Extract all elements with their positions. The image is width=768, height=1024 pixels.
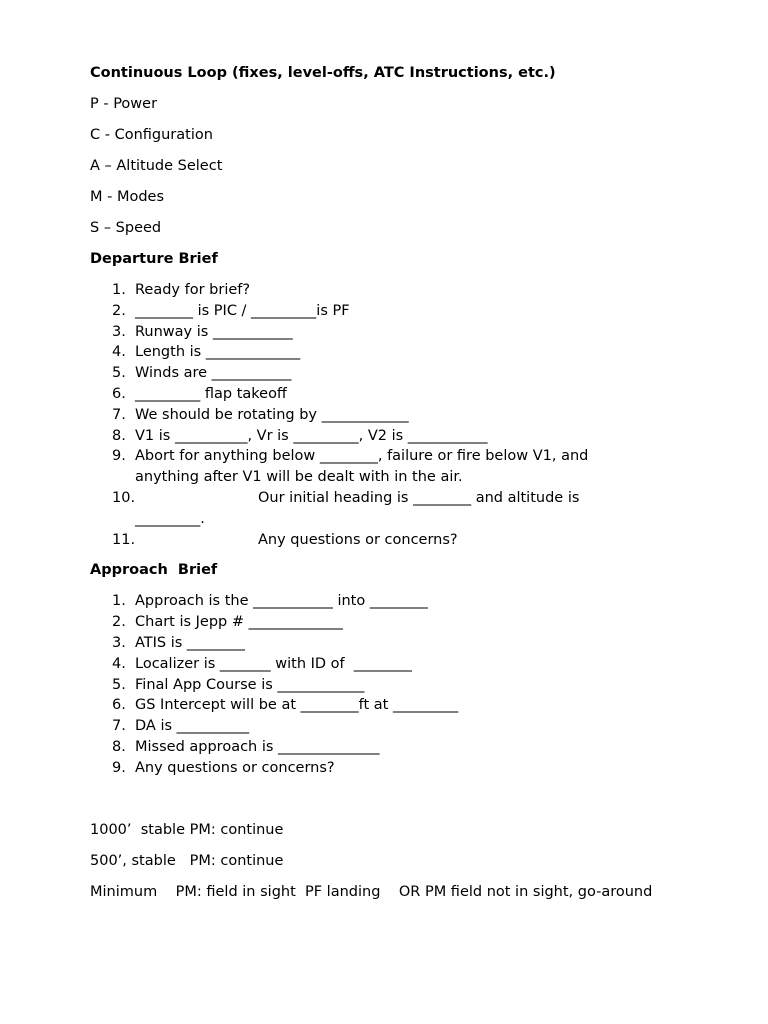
list-item bbox=[90, 488, 720, 530]
list-item bbox=[90, 384, 720, 405]
list-item bbox=[90, 342, 720, 363]
list-number: 3. bbox=[112, 323, 126, 340]
list-item bbox=[90, 654, 720, 675]
list-item bbox=[90, 405, 720, 426]
section-gap bbox=[90, 779, 720, 820]
list-item bbox=[90, 633, 720, 654]
document-page bbox=[90, 63, 720, 913]
list-number: 3. bbox=[112, 634, 126, 651]
list-number: 4. bbox=[112, 344, 126, 361]
continuous-loop-heading: Continuous Loop (fixes, level-offs, ATC Instructions, etc.) bbox=[90, 65, 556, 81]
list-number: 2. bbox=[112, 302, 126, 319]
list-text: V1 is __________, Vr is _________, V2 is ___________ bbox=[135, 427, 488, 444]
list-number: 7. bbox=[112, 718, 126, 735]
list-number: 5. bbox=[112, 365, 126, 382]
list-text: Runway is ___________ bbox=[135, 323, 293, 340]
list-text: DA is __________ bbox=[135, 718, 250, 735]
loop-item-configuration: C - Configuration bbox=[90, 127, 213, 143]
list-number: 7. bbox=[112, 406, 126, 423]
list-number: 2. bbox=[112, 614, 126, 631]
list-text: Our initial heading is ________ and altitude is _________. bbox=[135, 489, 585, 527]
list-item bbox=[90, 695, 720, 716]
list-text: Chart is Jepp # _____________ bbox=[135, 614, 343, 631]
departure-brief-list bbox=[90, 280, 720, 550]
list-text: Missed approach is ______________ bbox=[135, 738, 380, 755]
list-text: Any questions or concerns? bbox=[258, 531, 458, 548]
list-item bbox=[90, 280, 720, 301]
callout-minimum: Minimum PM: field in sight PF landing OR PM field not in sight, go-around bbox=[90, 883, 653, 900]
list-text: Length is _____________ bbox=[135, 344, 301, 361]
list-item bbox=[90, 322, 720, 343]
list-text: GS Intercept will be at ________ft at _________ bbox=[135, 697, 459, 714]
list-text: We should be rotating by ____________ bbox=[135, 406, 409, 423]
list-number: 6. bbox=[112, 385, 126, 402]
list-number: 1. bbox=[112, 282, 126, 298]
list-number: 4. bbox=[112, 655, 126, 672]
section-gap bbox=[90, 550, 720, 560]
list-text: _________ flap takeoff bbox=[135, 385, 287, 402]
list-number: 6. bbox=[112, 697, 126, 714]
list-item bbox=[90, 363, 720, 384]
loop-item-altitude-select: A – Altitude Select bbox=[90, 158, 223, 174]
list-item bbox=[90, 716, 720, 737]
list-item bbox=[90, 591, 720, 612]
loop-item-modes: M - Modes bbox=[90, 189, 165, 205]
list-item bbox=[90, 426, 720, 447]
list-item bbox=[90, 301, 720, 322]
list-text: Any questions or concerns? bbox=[135, 759, 335, 776]
list-number: 8. bbox=[112, 427, 126, 444]
list-number: 1. bbox=[112, 593, 126, 610]
list-item bbox=[90, 612, 720, 633]
list-text: Winds are ___________ bbox=[135, 365, 292, 382]
list-number: 9. bbox=[112, 759, 126, 776]
list-item bbox=[90, 675, 720, 696]
departure-brief-heading: Departure Brief bbox=[90, 251, 218, 267]
list-text: Approach is the ___________ into ________ bbox=[135, 593, 428, 610]
list-text: Localizer is _______ with ID of ________ bbox=[135, 655, 412, 672]
list-number: 8. bbox=[112, 738, 126, 755]
approach-brief-heading: Approach Brief bbox=[90, 562, 218, 579]
list-number: 10. bbox=[112, 489, 136, 506]
callout-1000-ft: 1000’ stable PM: continue bbox=[90, 821, 284, 838]
list-item bbox=[90, 530, 720, 551]
list-item bbox=[90, 446, 615, 488]
list-text: ATIS is ________ bbox=[135, 634, 245, 651]
list-item bbox=[90, 758, 720, 779]
list-number: 9. bbox=[112, 448, 126, 465]
loop-item-power: P - Power bbox=[90, 96, 158, 112]
list-number: 5. bbox=[112, 676, 126, 693]
list-item bbox=[90, 737, 720, 758]
list-text: Final App Course is ____________ bbox=[135, 676, 365, 693]
list-text: ________ is PIC / _________is PF bbox=[135, 302, 350, 319]
list-number: 11. bbox=[112, 531, 136, 548]
list-text: Abort for anything below ________, failure or fire below V1, and anything after V1 will be dealt with in the air. bbox=[135, 448, 593, 486]
callout-500-ft: 500’, stable PM: continue bbox=[90, 852, 284, 869]
list-text: Ready for brief? bbox=[135, 282, 251, 298]
loop-item-speed: S – Speed bbox=[90, 220, 162, 236]
approach-brief-list bbox=[90, 591, 720, 778]
